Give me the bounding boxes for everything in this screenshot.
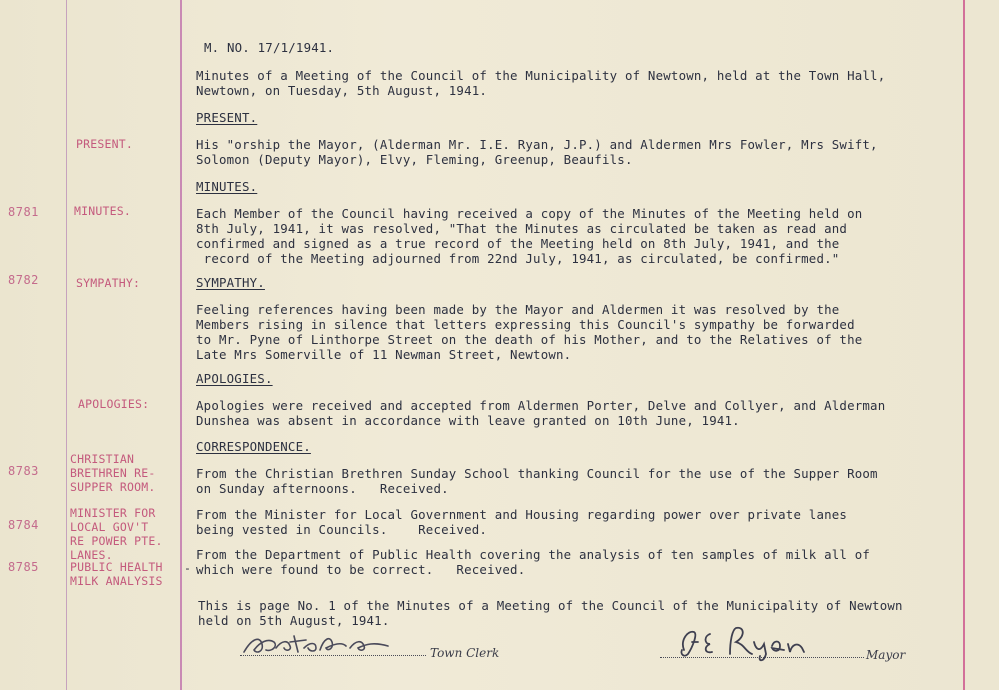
minute-number-8785: 8785	[8, 560, 39, 574]
sympathy-heading: SYMPATHY.	[196, 275, 265, 290]
minute-number-8783: 8783	[8, 464, 39, 478]
minute-reference: M. NO. 17/1/1941.	[204, 40, 335, 55]
dash-connector: -	[184, 561, 192, 575]
mayor-signature	[674, 620, 864, 666]
meeting-intro: Minutes of a Meeting of the Council of the Municipality of Newtown, held at the Town Hall, Newtown, on Tuesday, 5th August, 1941.	[196, 68, 886, 98]
apologies-heading: APOLOGIES.	[196, 371, 273, 386]
minute-number-8781: 8781	[8, 205, 39, 219]
town-clerk-line	[240, 655, 426, 656]
correspondence-margin-label: PUBLIC HEALTH MILK ANALYSIS	[70, 560, 163, 588]
present-text: His "orship the Mayor, (Alderman Mr. I.E. Ryan, J.P.) and Aldermen Mrs Fowler, Mrs Swift, Solomon (Deputy Mayor), Elvy, Fleming, Greenup, Beaufils.	[196, 137, 878, 167]
margin-rule-right	[963, 0, 965, 690]
correspondence-item: From the Department of Public Health covering the analysis of ten samples of milk all of which were found to be correct. Received.	[196, 547, 871, 577]
page-footer-text: This is page No. 1 of the Minutes of a Meeting of the Council of the Municipality of Newtown held on 5th August, 1941.	[198, 598, 903, 628]
margin-rule-main	[180, 0, 182, 690]
present-margin-label: PRESENT.	[76, 137, 133, 151]
correspondence-heading: CORRESPONDENCE.	[196, 439, 311, 454]
present-heading: PRESENT.	[196, 110, 258, 125]
mayor-line	[660, 657, 864, 658]
correspondence-margin-label: MINISTER FOR LOCAL GOV'T RE POWER PTE. LANES.	[70, 506, 163, 562]
minutes-margin-label: MINUTES.	[74, 204, 131, 218]
apologies-margin-label: APOLOGIES:	[78, 397, 150, 411]
mayor-label: Mayor	[866, 648, 906, 662]
minute-number-8782: 8782	[8, 273, 39, 287]
apologies-text: Apologies were received and accepted from Aldermen Porter, Delve and Collyer, and Alderman Dunshea was absent in accordance with leave granted on 10th June, 1941.	[196, 398, 886, 428]
sympathy-text: Feeling references having been made by the Mayor and Aldermen it was resolved by the Members rising in silence that letters expressing this Council's sympathy be forwarded to Mr. Pyne of Linthorpe Street on the death of his Mother, and to the Relatives of the Late Mrs Somerville of 11 Newman Street, Newtown.	[196, 302, 863, 362]
town-clerk-signature	[238, 628, 428, 664]
sympathy-margin-label: SYMPATHY:	[76, 276, 141, 290]
correspondence-item: From the Christian Brethren Sunday School thanking Council for the use of the Supper Room on Sunday afternoons. Received.	[196, 466, 878, 496]
correspondence-item: From the Minister for Local Government and Housing regarding power over private lanes being vested in Councils. Received.	[196, 507, 848, 537]
minutes-heading: MINUTES.	[196, 179, 258, 194]
correspondence-margin-label: CHRISTIAN BRETHREN RE- SUPPER ROOM.	[70, 452, 156, 494]
town-clerk-label: Town Clerk	[430, 646, 500, 660]
minutes-text: Each Member of the Council having received a copy of the Minutes of the Meeting held on 8th July, 1941, it was resolved, "That the Minutes as circulated be taken as read and confirmed and signed as a true record of the Meeting held on 8th July, 1941, and the record of the Meeting adjourned from 22nd July, 1941, as circulated, be confirmed."	[196, 206, 863, 266]
minute-number-8784: 8784	[8, 518, 39, 532]
margin-rule-left	[66, 0, 67, 690]
